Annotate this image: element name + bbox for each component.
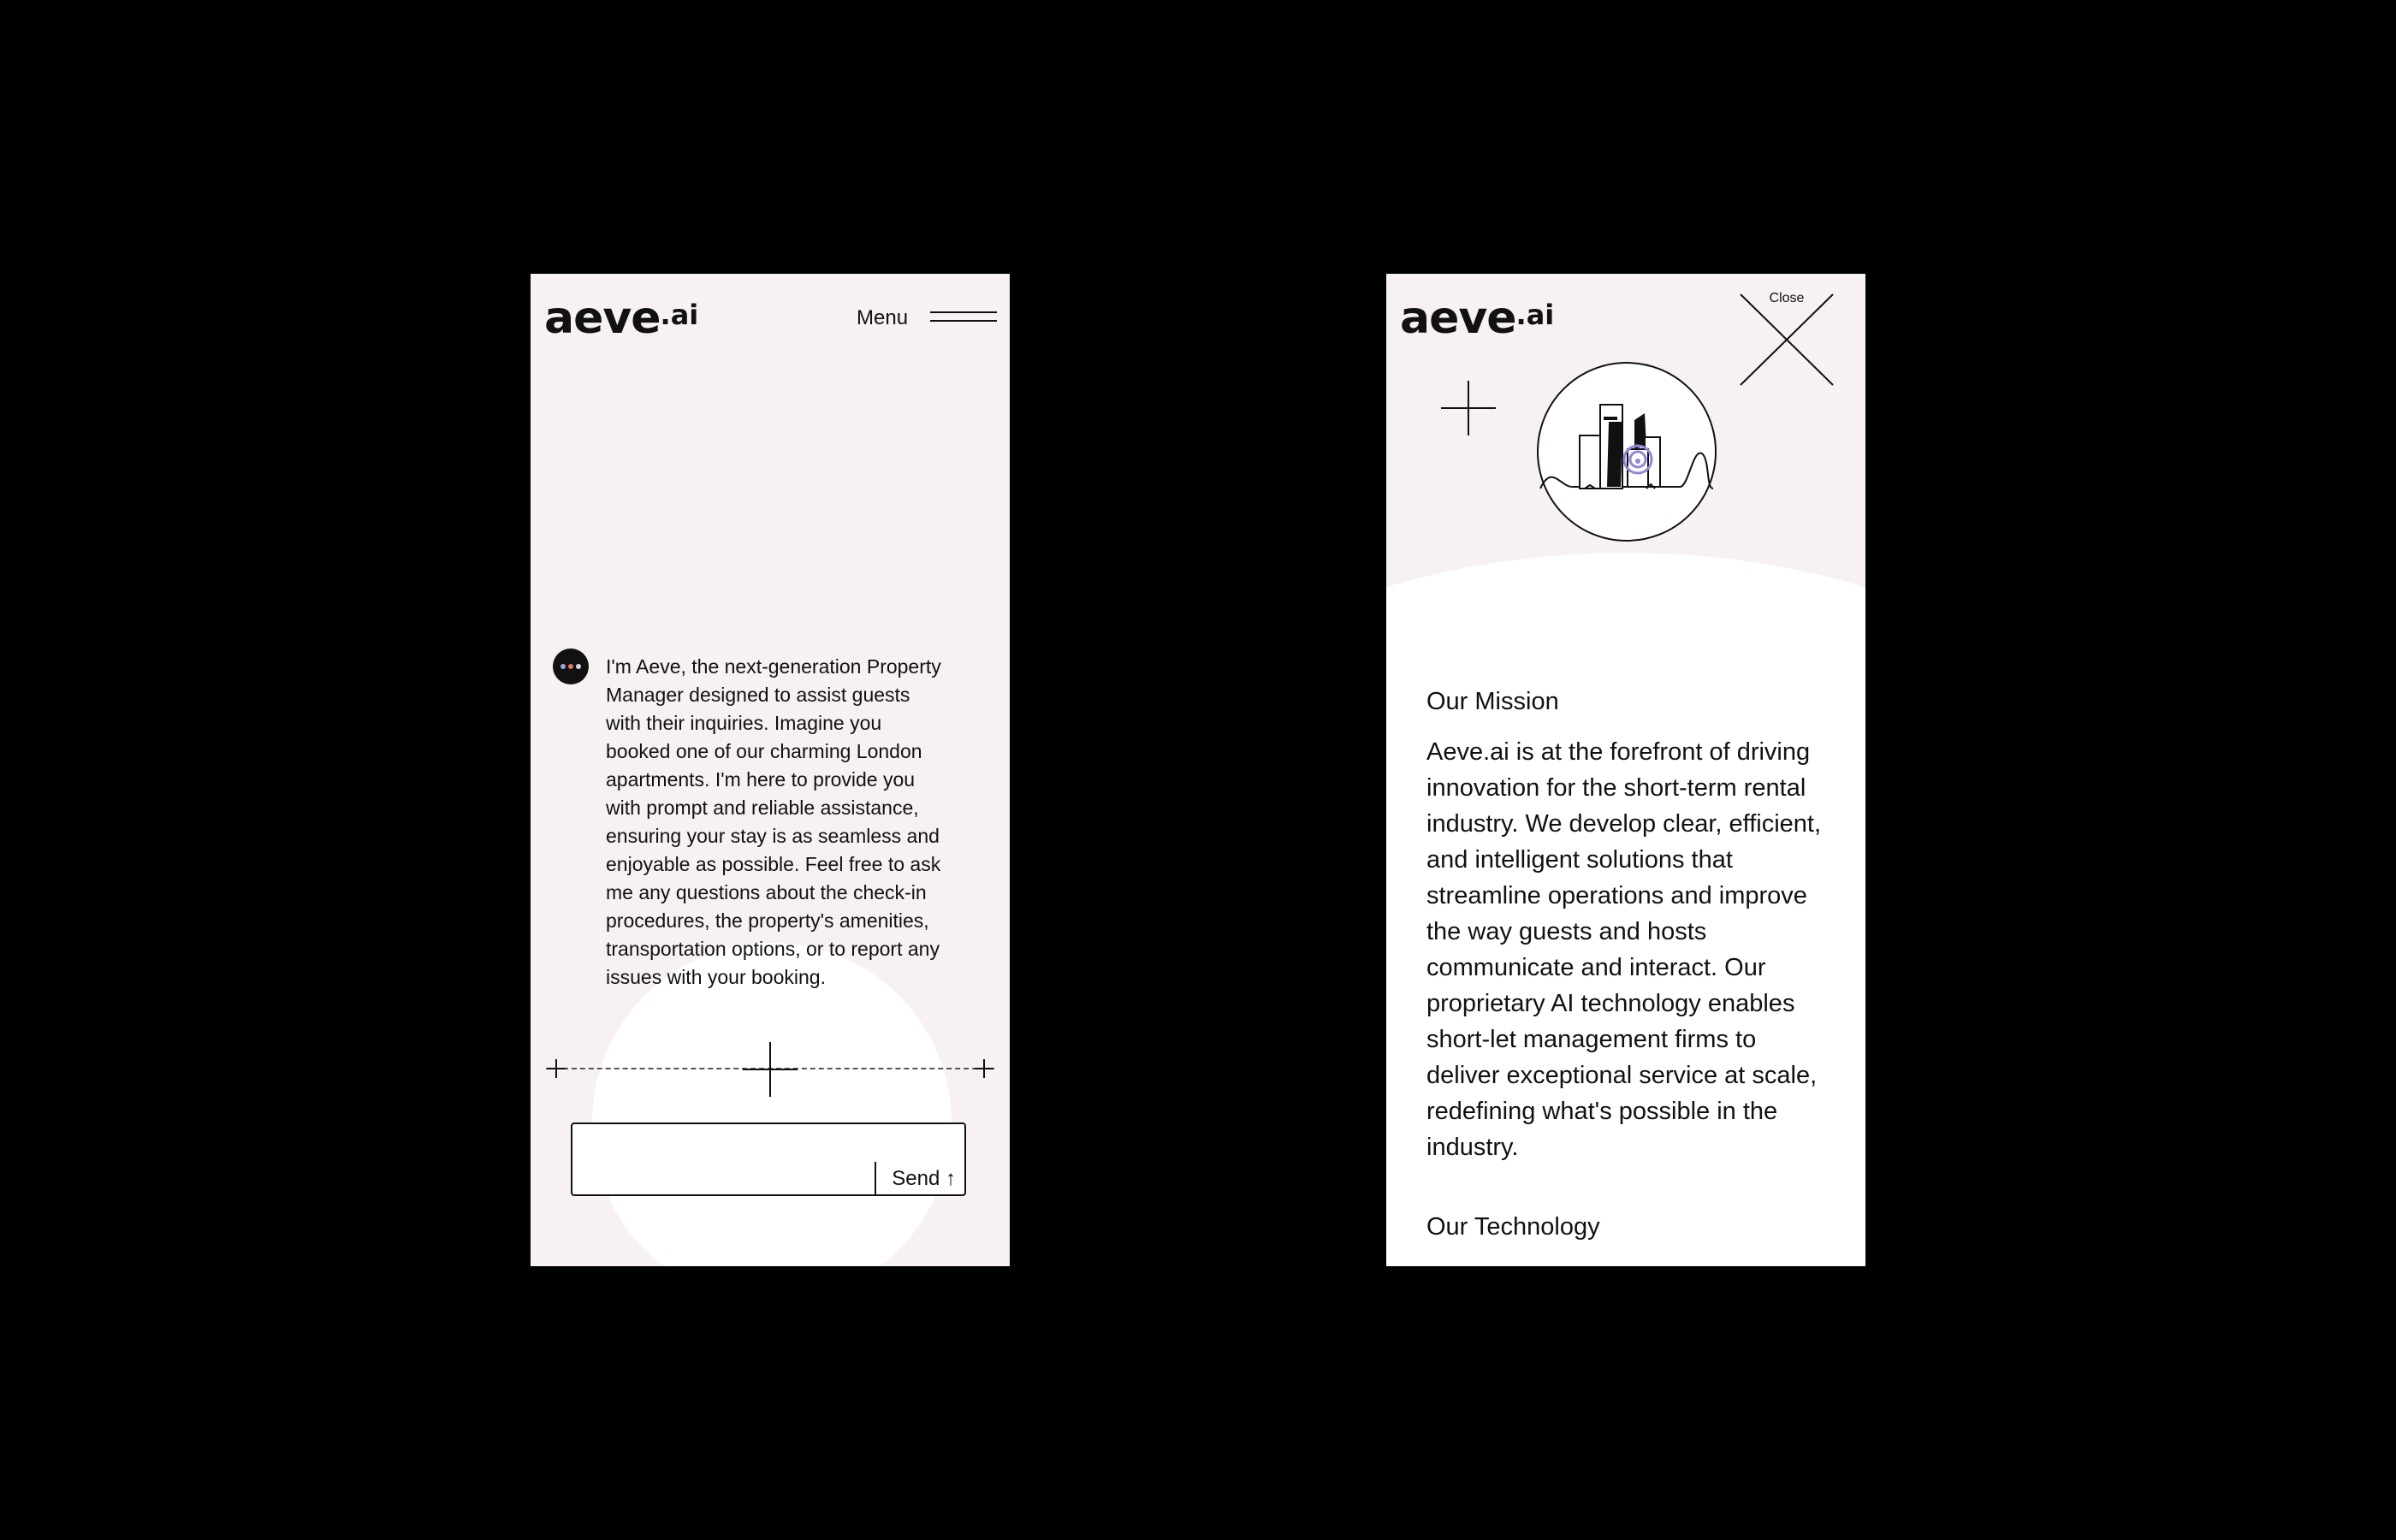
input-divider <box>875 1162 876 1196</box>
crosshair-icon <box>743 1042 798 1097</box>
avatar-dot <box>576 664 581 669</box>
menu-label[interactable]: Menu <box>857 306 909 329</box>
close-button[interactable] <box>1737 289 1836 388</box>
brand-suffix: .ai <box>1515 299 1555 331</box>
brand-logo[interactable] <box>1400 293 1571 344</box>
close-label: Close <box>1769 291 1805 305</box>
brand-name: aeve <box>1400 293 1516 344</box>
brand-suffix: .ai <box>660 299 699 331</box>
crosshair-icon <box>1441 381 1496 435</box>
mission-title: Our Mission <box>1426 688 1559 715</box>
brand-name: aeve <box>544 293 661 344</box>
crosshair-icon <box>547 1059 566 1078</box>
chat-input[interactable] <box>571 1122 966 1196</box>
crosshair-icon <box>975 1059 993 1078</box>
chat-screen <box>531 274 1010 1266</box>
avatar-dot <box>568 664 573 669</box>
brand-logo[interactable] <box>544 293 715 344</box>
avatar-dot <box>560 664 566 669</box>
city-buildings-illustration <box>1535 360 1718 543</box>
hamburger-icon[interactable] <box>930 311 997 325</box>
menu-screen <box>1386 274 1865 1266</box>
aeve-avatar <box>553 649 589 684</box>
mission-body: Aeve.ai is at the forefront of driving innovation for the short-term rental industry. We develop clear, efficient, and intelligent solutions that streamline operations and improve the way guests and hosts communicate and interact. Our proprietary AI technology enables short-let management firms to deliver exceptional service at scale, redefining what's possible in the industry. <box>1426 738 1822 1161</box>
assistant-message: I'm Aeve, the next-generation Property Manager designed to assist guests with their inquiries. Imagine you booked one of our charming London apartments. I'm here to provide you with prompt and reliable assistance, ensuring your stay is as seamless and enjoyable as possible. Feel free to ask me any questions about the check-in procedures, the property's amenities, transportation options, or to report any issues with your booking. <box>606 655 941 988</box>
send-button[interactable]: Send ↑ <box>892 1167 956 1190</box>
technology-title: Our Technology <box>1426 1213 1600 1241</box>
